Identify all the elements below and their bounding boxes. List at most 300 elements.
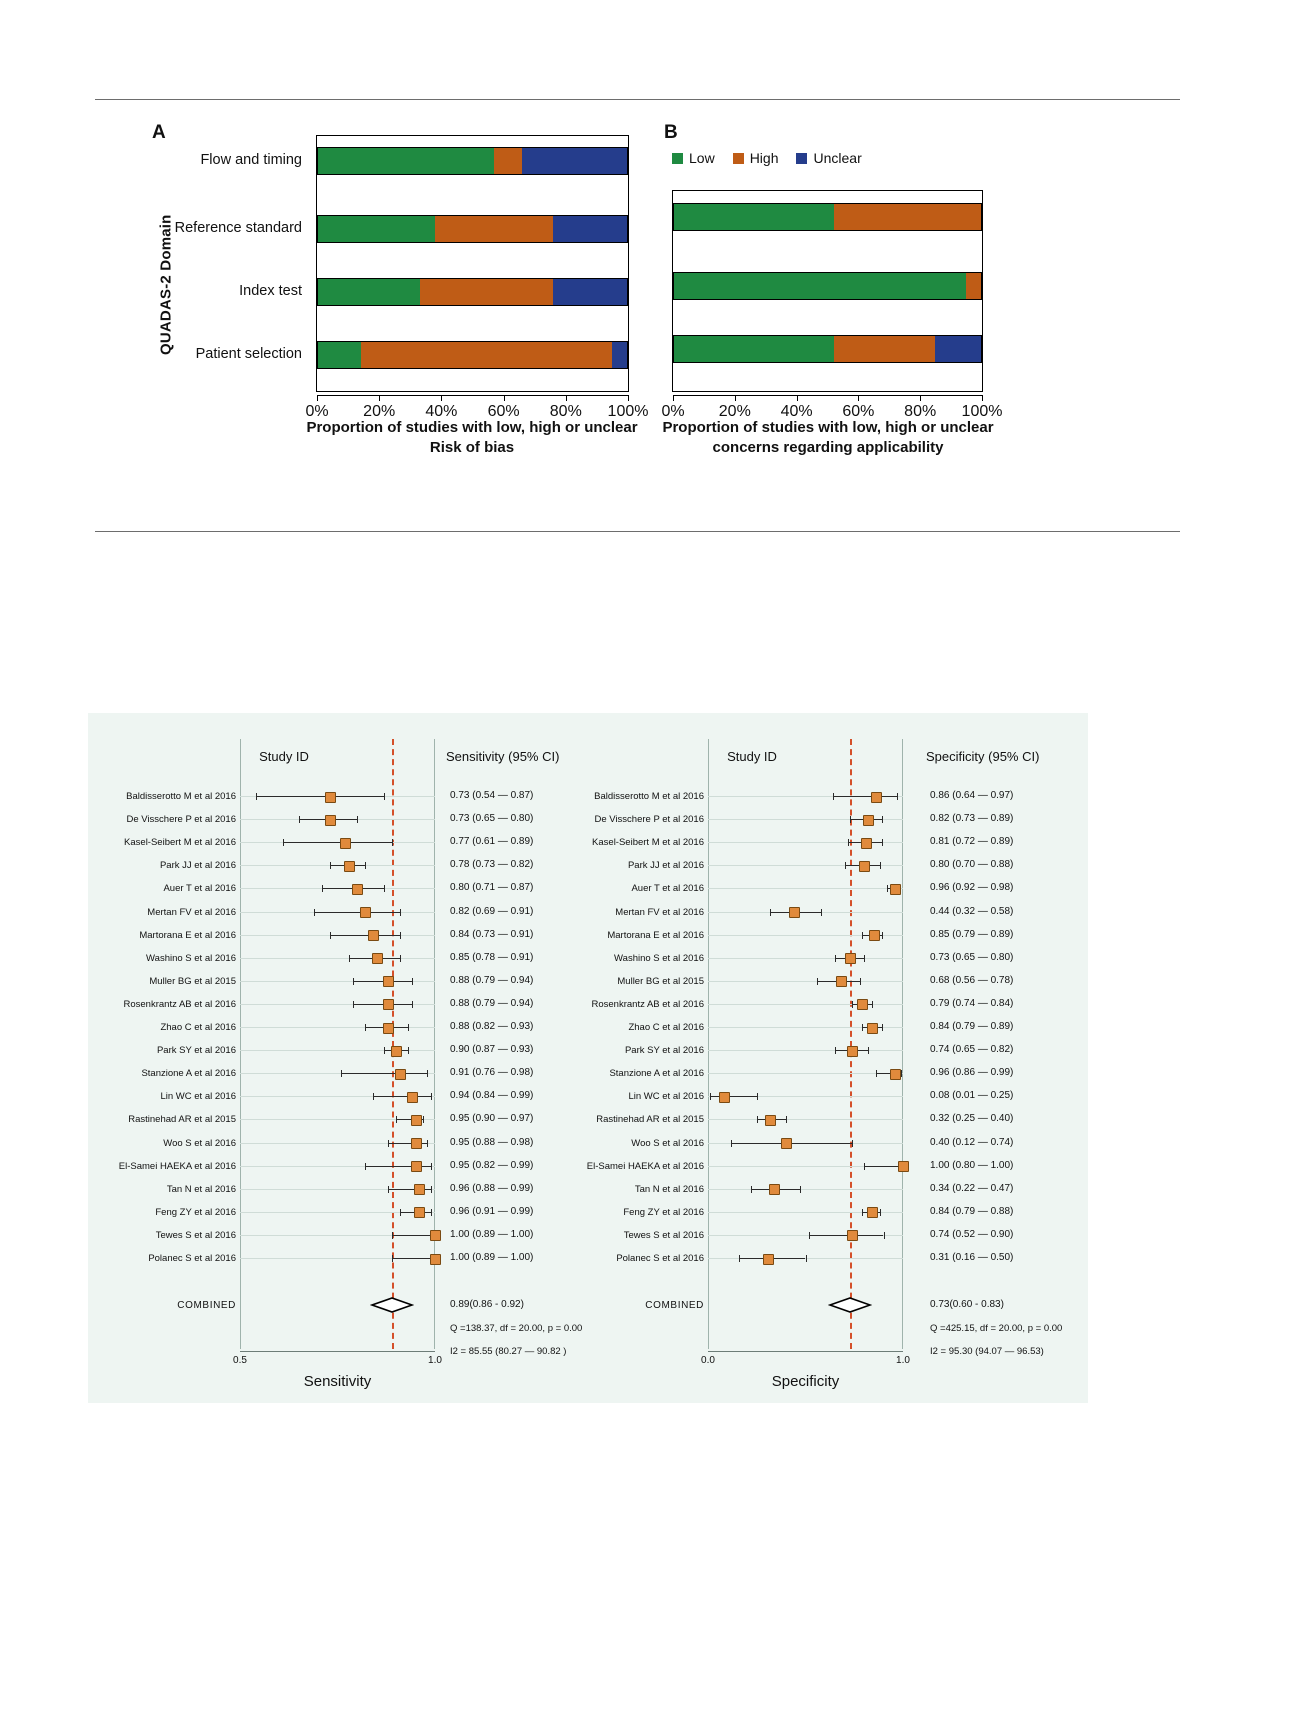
forest-ci-cap-high bbox=[384, 793, 385, 800]
forest-ci-line bbox=[392, 1258, 435, 1259]
quadas-bar-row bbox=[317, 278, 628, 306]
forest-ci-cap-low bbox=[862, 1209, 863, 1216]
x-axis-tick-mark bbox=[441, 395, 442, 401]
forest-x-axis-min: 0.5 bbox=[233, 1355, 247, 1366]
forest-ci-line bbox=[833, 796, 897, 797]
forest-point-estimate bbox=[372, 953, 383, 964]
forest-study-label: Polanec S et al 2016 bbox=[616, 1253, 704, 1264]
forest-point-estimate bbox=[414, 1184, 425, 1195]
forest-point-estimate bbox=[430, 1254, 441, 1265]
quadas-bar-segment-high bbox=[361, 342, 611, 368]
forest-value-label: 0.34 (0.22 — 0.47) bbox=[930, 1182, 1014, 1194]
legend-label-unclear: Unclear bbox=[813, 150, 862, 166]
x-axis-tick-label-2: 40% bbox=[425, 403, 458, 420]
forest-value-label: 0.80 (0.71 — 0.87) bbox=[450, 882, 534, 894]
quadas-applicability-bar-row bbox=[673, 203, 982, 231]
forest-value-label: 0.95 (0.88 — 0.98) bbox=[450, 1136, 534, 1148]
forest-point-estimate bbox=[845, 953, 856, 964]
forest-ci-cap-low bbox=[845, 862, 846, 869]
forest-value-label: 0.77 (0.61 — 0.89) bbox=[450, 836, 534, 848]
forest-ci-cap-low bbox=[862, 932, 863, 939]
x-axis-tick-mark bbox=[673, 395, 674, 401]
forest-ci-cap-high bbox=[882, 816, 883, 823]
specificity-forest-plot bbox=[588, 713, 1088, 1403]
forest-point-estimate bbox=[867, 1023, 878, 1034]
forest-point-estimate bbox=[789, 907, 800, 918]
quadas-applicability-bar-row bbox=[673, 272, 982, 300]
forest-point-estimate bbox=[719, 1092, 730, 1103]
forest-ci-cap-high bbox=[412, 1001, 413, 1008]
forest-ci-cap-high bbox=[897, 793, 898, 800]
forest-ci-cap-low bbox=[349, 955, 350, 962]
forest-study-label: Zhao C et al 2016 bbox=[160, 1022, 236, 1033]
forest-value-label: 0.90 (0.87 — 0.93) bbox=[450, 1044, 534, 1056]
forest-ci-cap-low bbox=[256, 793, 257, 800]
forest-value-label: 0.84 (0.73 — 0.91) bbox=[450, 928, 534, 940]
forest-heterogeneity-q: Q =425.15, df = 20.00, p = 0.00 bbox=[930, 1323, 1063, 1335]
forest-ci-cap-high bbox=[757, 1093, 758, 1100]
forest-combined-value: 0.89(0.86 - 0.92) bbox=[450, 1299, 524, 1311]
quadas-bar-segment-low bbox=[318, 216, 435, 242]
legend-swatch-unclear bbox=[796, 153, 807, 164]
forest-combined-value: 0.73(0.60 - 0.83) bbox=[930, 1299, 1004, 1311]
forest-value-label: 0.96 (0.86 — 0.99) bbox=[930, 1067, 1014, 1079]
forest-study-label: Stanzione A et al 2016 bbox=[141, 1068, 236, 1080]
sensitivity-forest-plot bbox=[88, 713, 588, 1403]
forest-ci-cap-high bbox=[872, 1001, 873, 1008]
forest-value-label: 0.95 (0.82 — 0.99) bbox=[450, 1159, 534, 1171]
forest-ci-cap-low bbox=[862, 1024, 863, 1031]
x-axis-tick-mark bbox=[982, 395, 983, 401]
forest-study-label: Martorana E et al 2016 bbox=[607, 929, 704, 941]
forest-value-label: 0.94 (0.84 — 0.99) bbox=[450, 1090, 534, 1102]
forest-ci-cap-high bbox=[412, 978, 413, 985]
forest-point-estimate bbox=[391, 1046, 402, 1057]
forest-ci-cap-high bbox=[431, 1209, 432, 1216]
forest-study-label: Park SY et al 2016 bbox=[624, 1045, 704, 1057]
x-axis-tick-mark bbox=[566, 395, 567, 401]
forest-ci-cap-high bbox=[882, 932, 883, 939]
forest-ci-cap-high bbox=[882, 839, 883, 846]
forest-point-estimate bbox=[360, 907, 371, 918]
forest-ci-cap-high bbox=[400, 955, 401, 962]
forest-ci-cap-high bbox=[408, 1047, 409, 1054]
forest-point-estimate bbox=[861, 838, 872, 849]
forest-point-estimate bbox=[847, 1046, 858, 1057]
forest-study-label: Muller BG et al 2015 bbox=[617, 975, 704, 987]
x-axis-tick-label-4: 80% bbox=[904, 403, 937, 420]
forest-value-header: Specificity (95% CI) bbox=[926, 749, 1040, 764]
forest-study-label: Mertan FV et al 2016 bbox=[615, 906, 704, 918]
forest-row-gridline bbox=[708, 888, 903, 889]
forest-value-label: 1.00 (0.89 — 1.00) bbox=[450, 1228, 534, 1240]
quadas-bar-segment-low bbox=[318, 148, 494, 174]
forest-study-label: Mertan FV et al 2016 bbox=[147, 906, 236, 918]
x-axis-tick-mark bbox=[920, 395, 921, 401]
forest-value-label: 0.78 (0.73 — 0.82) bbox=[450, 859, 534, 871]
x-axis-line bbox=[673, 395, 982, 396]
forest-value-label: 0.88 (0.82 — 0.93) bbox=[450, 1021, 534, 1032]
forest-study-label: De Visschere P et al 2016 bbox=[126, 814, 236, 826]
forest-ci-line bbox=[283, 842, 392, 843]
forest-ci-cap-low bbox=[353, 1001, 354, 1008]
forest-ci-cap-high bbox=[786, 1116, 787, 1123]
forest-heterogeneity-i2: I2 = 95.30 (94.07 — 96.53) bbox=[930, 1346, 1044, 1358]
forest-study-label: Baldisserotto M et al 2016 bbox=[126, 791, 236, 802]
forest-x-axis-line bbox=[708, 1351, 903, 1352]
forest-ci-cap-high bbox=[884, 1232, 885, 1239]
forest-study-label: El-Samei HAEKA et al 2016 bbox=[118, 1160, 236, 1172]
quadas-bar-segment-low bbox=[318, 342, 361, 368]
forest-point-estimate bbox=[383, 1023, 394, 1034]
forest-x-axis-max: 1.0 bbox=[428, 1355, 442, 1366]
forest-ci-cap-low bbox=[864, 1163, 865, 1170]
forest-ci-cap-low bbox=[770, 909, 771, 916]
forest-point-estimate bbox=[383, 976, 394, 987]
forest-value-label: 0.31 (0.16 — 0.50) bbox=[930, 1252, 1014, 1263]
forest-ci-cap-low bbox=[396, 1116, 397, 1123]
forest-study-label: Martorana E et al 2016 bbox=[139, 929, 236, 941]
forest-study-label: Park JJ et al 2016 bbox=[627, 860, 704, 872]
quadas-bar-row bbox=[317, 341, 628, 369]
forest-ci-cap-high bbox=[868, 1047, 869, 1054]
legend-label-high: High bbox=[749, 150, 779, 166]
forest-ci-cap-high bbox=[408, 1024, 409, 1031]
forest-ci-cap-low bbox=[365, 1024, 366, 1031]
forest-ci-cap-low bbox=[739, 1255, 740, 1262]
forest-ci-cap-low bbox=[373, 1093, 374, 1100]
forest-value-label: 1.00 (0.89 — 1.00) bbox=[450, 1252, 534, 1263]
forest-study-header: Study ID bbox=[727, 749, 777, 764]
forest-study-label: Rosenkrantz AB et al 2016 bbox=[123, 998, 236, 1010]
legend-swatch-low bbox=[672, 153, 683, 164]
forest-value-label: 0.73 (0.65 — 0.80) bbox=[450, 813, 534, 825]
legend-label-low: Low bbox=[689, 150, 715, 166]
forest-study-label: Feng ZY et al 2016 bbox=[623, 1206, 704, 1218]
forest-study-label: Muller BG et al 2015 bbox=[149, 975, 236, 987]
forest-value-label: 0.82 (0.73 — 0.89) bbox=[930, 813, 1014, 825]
forest-value-label: 0.73 (0.65 — 0.80) bbox=[930, 951, 1014, 963]
forest-study-label: Tewes S et al 2016 bbox=[155, 1229, 236, 1241]
x-axis-tick-label-0: 0% bbox=[305, 403, 329, 420]
forest-ci-cap-low bbox=[283, 839, 284, 846]
divider-bottom bbox=[95, 531, 1180, 532]
forest-study-label: Zhao C et al 2016 bbox=[628, 1022, 704, 1033]
forest-point-estimate bbox=[395, 1069, 406, 1080]
forest-study-label: Baldisserotto M et al 2016 bbox=[594, 791, 704, 802]
forest-value-label: 0.96 (0.91 — 0.99) bbox=[450, 1205, 534, 1217]
forest-point-estimate bbox=[763, 1254, 774, 1265]
forest-value-label: 0.79 (0.74 — 0.84) bbox=[930, 997, 1014, 1009]
x-axis-tick-label-5: 100% bbox=[961, 403, 1003, 420]
x-axis-tick-label-3: 60% bbox=[842, 403, 875, 420]
forest-ci-line bbox=[256, 796, 385, 797]
quadas-bar-segment-high bbox=[966, 273, 981, 299]
forest-study-label: Rastinehad AR et al 2015 bbox=[596, 1114, 704, 1126]
forest-row-gridline bbox=[708, 1119, 903, 1120]
forest-value-label: 0.91 (0.76 — 0.98) bbox=[450, 1067, 534, 1079]
forest-study-label: Tewes S et al 2016 bbox=[623, 1229, 704, 1241]
x-axis-tick-mark bbox=[317, 395, 318, 401]
quadas-bar-segment-low bbox=[674, 273, 966, 299]
forest-value-label: 0.88 (0.79 — 0.94) bbox=[450, 974, 534, 986]
forest-value-header: Sensitivity (95% CI) bbox=[446, 749, 560, 764]
forest-point-estimate bbox=[898, 1161, 909, 1172]
quadas-category-label-1: Reference standard bbox=[174, 220, 302, 236]
forest-study-label: Lin WC et al 2016 bbox=[160, 1091, 236, 1103]
panel-b-letter: B bbox=[664, 122, 678, 143]
forest-combined-diamond bbox=[828, 1297, 872, 1313]
forest-study-label: Woo S et al 2016 bbox=[631, 1137, 704, 1149]
x-axis-tick-label-0: 0% bbox=[661, 403, 685, 420]
quadas-category-label-2: Index test bbox=[239, 283, 302, 299]
forest-point-estimate bbox=[890, 884, 901, 895]
forest-ci-cap-low bbox=[330, 862, 331, 869]
forest-ci-cap-low bbox=[353, 978, 354, 985]
forest-value-label: 0.32 (0.25 — 0.40) bbox=[930, 1113, 1014, 1125]
legend-swatch-high bbox=[733, 153, 744, 164]
forest-ci-cap-low bbox=[392, 1255, 393, 1262]
forest-value-label: 0.40 (0.12 — 0.74) bbox=[930, 1136, 1014, 1148]
quadas-bar-segment-high bbox=[494, 148, 522, 174]
forest-point-estimate bbox=[857, 999, 868, 1010]
panel-a-y-axis-label: QUADAS-2 Domain bbox=[157, 214, 175, 356]
divider-top bbox=[95, 99, 1180, 100]
legend-item-unclear bbox=[796, 150, 861, 166]
x-axis-tick-label-5: 100% bbox=[607, 403, 649, 420]
forest-point-estimate bbox=[325, 792, 336, 803]
quadas-bar-segment-unclear bbox=[553, 216, 627, 242]
forest-row-gridline bbox=[240, 958, 435, 959]
forest-value-label: 0.68 (0.56 — 0.78) bbox=[930, 974, 1014, 986]
forest-row-gridline bbox=[708, 1189, 903, 1190]
forest-study-label: Woo S et al 2016 bbox=[163, 1137, 236, 1149]
forest-value-label: 0.44 (0.32 — 0.58) bbox=[930, 905, 1014, 917]
forest-ci-cap-low bbox=[809, 1232, 810, 1239]
forest-study-header: Study ID bbox=[259, 749, 309, 764]
panel-a-x-axis-title: Proportion of studies with low, high or unclear Risk of bias bbox=[306, 419, 638, 457]
quadas-bar-segment-unclear bbox=[935, 336, 981, 362]
forest-point-estimate bbox=[769, 1184, 780, 1195]
forest-value-label: 0.73 (0.54 — 0.87) bbox=[450, 790, 534, 801]
forest-ci-cap-high bbox=[864, 955, 865, 962]
forest-value-label: 0.08 (0.01 — 0.25) bbox=[930, 1090, 1014, 1102]
x-axis-tick-mark bbox=[735, 395, 736, 401]
forest-value-label: 0.84 (0.79 — 0.88) bbox=[930, 1205, 1014, 1217]
quadas-bar-row bbox=[317, 215, 628, 243]
forest-x-axis-line bbox=[240, 1351, 435, 1352]
forest-study-label: Polanec S et al 2016 bbox=[148, 1253, 236, 1264]
forest-ci-cap-low bbox=[876, 1070, 877, 1077]
panel-b-x-axis-title: Proportion of studies with low, high or unclear concerns regarding applicability bbox=[662, 419, 994, 457]
forest-study-label: Auer T et al 2016 bbox=[163, 883, 236, 895]
forest-study-label: Kasel-Seibert M et al 2016 bbox=[124, 837, 236, 849]
forest-study-label: Tan N et al 2016 bbox=[634, 1183, 704, 1195]
forest-point-estimate bbox=[411, 1115, 422, 1126]
forest-point-estimate bbox=[411, 1161, 422, 1172]
forest-ci-cap-high bbox=[423, 1116, 424, 1123]
forest-ci-cap-low bbox=[731, 1140, 732, 1147]
forest-ci-cap-high bbox=[400, 909, 401, 916]
forest-row-gridline bbox=[708, 1050, 903, 1051]
forest-ci-cap-low bbox=[392, 1232, 393, 1239]
forest-point-estimate bbox=[863, 815, 874, 826]
forest-study-label: Lin WC et al 2016 bbox=[628, 1091, 704, 1103]
quadas-bar-segment-low bbox=[674, 204, 834, 230]
forest-ci-cap-low bbox=[850, 816, 851, 823]
forest-value-label: 0.88 (0.79 — 0.94) bbox=[450, 997, 534, 1009]
x-axis-tick-mark bbox=[628, 395, 629, 401]
forest-study-label: Rosenkrantz AB et al 2016 bbox=[591, 998, 704, 1010]
forest-ci-cap-high bbox=[427, 1070, 428, 1077]
forest-point-estimate bbox=[836, 976, 847, 987]
forest-row-gridline bbox=[708, 981, 903, 982]
quadas-bar-segment-high bbox=[435, 216, 552, 242]
forest-row-gridline bbox=[708, 1004, 903, 1005]
forest-value-label: 0.81 (0.72 — 0.89) bbox=[930, 836, 1014, 848]
forest-point-estimate bbox=[781, 1138, 792, 1149]
x-axis-tick-label-2: 40% bbox=[780, 403, 813, 420]
forest-ci-line bbox=[314, 912, 400, 913]
quadas-bar-segment-high bbox=[834, 204, 981, 230]
forest-point-estimate bbox=[414, 1207, 425, 1218]
forest-x-axis-title: Specificity bbox=[771, 1373, 840, 1390]
x-axis-tick-mark bbox=[858, 395, 859, 401]
forest-point-estimate bbox=[847, 1230, 858, 1241]
forest-study-label: Stanzione A et al 2016 bbox=[609, 1068, 704, 1080]
forest-ci-cap-low bbox=[314, 909, 315, 916]
forest-x-axis-max: 1.0 bbox=[896, 1355, 910, 1366]
forest-value-label: 0.85 (0.78 — 0.91) bbox=[450, 951, 534, 963]
forest-row-gridline bbox=[708, 958, 903, 959]
forest-point-estimate bbox=[867, 1207, 878, 1218]
forest-ci-cap-low bbox=[848, 839, 849, 846]
forest-point-estimate bbox=[411, 1138, 422, 1149]
forest-ci-cap-high bbox=[357, 816, 358, 823]
quadas-bar-segment-low bbox=[318, 279, 420, 305]
forest-ci-cap-high bbox=[901, 1070, 902, 1077]
forest-point-estimate bbox=[890, 1069, 901, 1080]
x-axis-line bbox=[317, 395, 628, 396]
forest-value-label: 0.96 (0.92 — 0.98) bbox=[930, 882, 1014, 894]
forest-ci-line bbox=[341, 1073, 427, 1074]
quadas-bar-segment-unclear bbox=[612, 342, 627, 368]
x-axis-tick-mark bbox=[379, 395, 380, 401]
legend-item-low bbox=[672, 150, 715, 166]
forest-point-estimate bbox=[859, 861, 870, 872]
forest-ci-cap-high bbox=[880, 862, 881, 869]
forest-ci-cap-low bbox=[322, 885, 323, 892]
forest-point-estimate bbox=[344, 861, 355, 872]
forest-ci-line bbox=[330, 935, 400, 936]
forest-ci-cap-high bbox=[400, 932, 401, 939]
forest-ci-cap-low bbox=[365, 1163, 366, 1170]
forest-study-label: Feng ZY et al 2016 bbox=[155, 1206, 236, 1218]
forest-value-label: 0.74 (0.52 — 0.90) bbox=[930, 1228, 1014, 1240]
forest-ci-cap-high bbox=[392, 839, 393, 846]
forest-ci-cap-low bbox=[751, 1186, 752, 1193]
forest-combined-diamond bbox=[370, 1297, 414, 1313]
forest-value-label: 0.86 (0.64 — 0.97) bbox=[930, 790, 1014, 801]
forest-point-estimate bbox=[383, 999, 394, 1010]
forest-study-label: Park JJ et al 2016 bbox=[159, 860, 236, 872]
forest-study-label: El-Samei HAEKA et al 2016 bbox=[586, 1160, 704, 1172]
forest-value-label: 0.85 (0.79 — 0.89) bbox=[930, 928, 1014, 940]
quadas-bar-segment-high bbox=[834, 336, 935, 362]
forest-ci-line bbox=[710, 1096, 757, 1097]
forest-study-label: Park SY et al 2016 bbox=[156, 1045, 236, 1057]
x-axis-tick-label-3: 60% bbox=[487, 403, 520, 420]
forest-point-estimate bbox=[340, 838, 351, 849]
forest-ci-cap-high bbox=[821, 909, 822, 916]
forest-point-estimate bbox=[325, 815, 336, 826]
forest-ci-cap-low bbox=[817, 978, 818, 985]
forest-combined-label: COMBINED bbox=[645, 1300, 704, 1312]
forest-value-label: 0.80 (0.70 — 0.88) bbox=[930, 859, 1014, 871]
forest-study-label: Washino S et al 2016 bbox=[614, 952, 704, 964]
quadas-applicability-bar-row bbox=[673, 335, 982, 363]
forest-ci-line bbox=[373, 1096, 432, 1097]
x-axis-tick-mark bbox=[797, 395, 798, 401]
x-axis-tick-label-4: 80% bbox=[549, 403, 582, 420]
quadas-bar-row bbox=[317, 147, 628, 175]
forest-study-label: Kasel-Seibert M et al 2016 bbox=[592, 837, 704, 849]
forest-ci-cap-high bbox=[384, 885, 385, 892]
forest-point-estimate bbox=[430, 1230, 441, 1241]
forest-ci-cap-high bbox=[365, 862, 366, 869]
forest-ci-cap-low bbox=[299, 816, 300, 823]
forest-ci-cap-low bbox=[341, 1070, 342, 1077]
forest-ci-cap-low bbox=[757, 1116, 758, 1123]
forest-ci-cap-low bbox=[835, 1047, 836, 1054]
forest-x-axis-min: 0.0 bbox=[701, 1355, 715, 1366]
forest-value-label: 0.82 (0.69 — 0.91) bbox=[450, 905, 534, 917]
quadas-bar-segment-high bbox=[420, 279, 553, 305]
forest-ci-cap-low bbox=[388, 1140, 389, 1147]
quadas-bar-segment-unclear bbox=[522, 148, 627, 174]
forest-heterogeneity-i2: I2 = 85.55 (80.27 — 90.82 ) bbox=[450, 1346, 567, 1358]
quadas-category-label-3: Patient selection bbox=[195, 346, 302, 362]
forest-ci-cap-high bbox=[431, 1093, 432, 1100]
panel-a-letter: A bbox=[152, 122, 166, 143]
forest-ci-cap-high bbox=[431, 1163, 432, 1170]
forest-study-label: Auer T et al 2016 bbox=[631, 883, 704, 895]
forest-ci-cap-low bbox=[384, 1047, 385, 1054]
quadas-bar-segment-low bbox=[674, 336, 834, 362]
legend-item-high bbox=[733, 150, 779, 166]
forest-row-gridline bbox=[708, 1073, 903, 1074]
forest-plots-figure bbox=[88, 713, 1088, 1403]
forest-value-label: 1.00 (0.80 — 1.00) bbox=[930, 1159, 1014, 1171]
x-axis-tick-mark bbox=[504, 395, 505, 401]
forest-ci-cap-high bbox=[882, 1024, 883, 1031]
forest-ci-line bbox=[392, 1235, 435, 1236]
quadas-category-label-0: Flow and timing bbox=[200, 152, 302, 168]
forest-point-estimate bbox=[368, 930, 379, 941]
forest-value-label: 0.74 (0.65 — 0.82) bbox=[930, 1044, 1014, 1056]
forest-combined-label: COMBINED bbox=[177, 1300, 236, 1312]
forest-heterogeneity-q: Q =138.37, df = 20.00, p = 0.00 bbox=[450, 1323, 583, 1335]
forest-ci-cap-low bbox=[852, 1001, 853, 1008]
forest-x-axis-title: Sensitivity bbox=[303, 1373, 372, 1390]
forest-ci-cap-low bbox=[833, 793, 834, 800]
forest-ci-cap-low bbox=[835, 955, 836, 962]
forest-value-label: 0.84 (0.79 — 0.89) bbox=[930, 1021, 1014, 1032]
forest-ci-cap-high bbox=[431, 1186, 432, 1193]
forest-value-label: 0.95 (0.90 — 0.97) bbox=[450, 1113, 534, 1125]
forest-ci-cap-low bbox=[710, 1093, 711, 1100]
forest-value-label: 0.96 (0.88 — 0.99) bbox=[450, 1182, 534, 1194]
